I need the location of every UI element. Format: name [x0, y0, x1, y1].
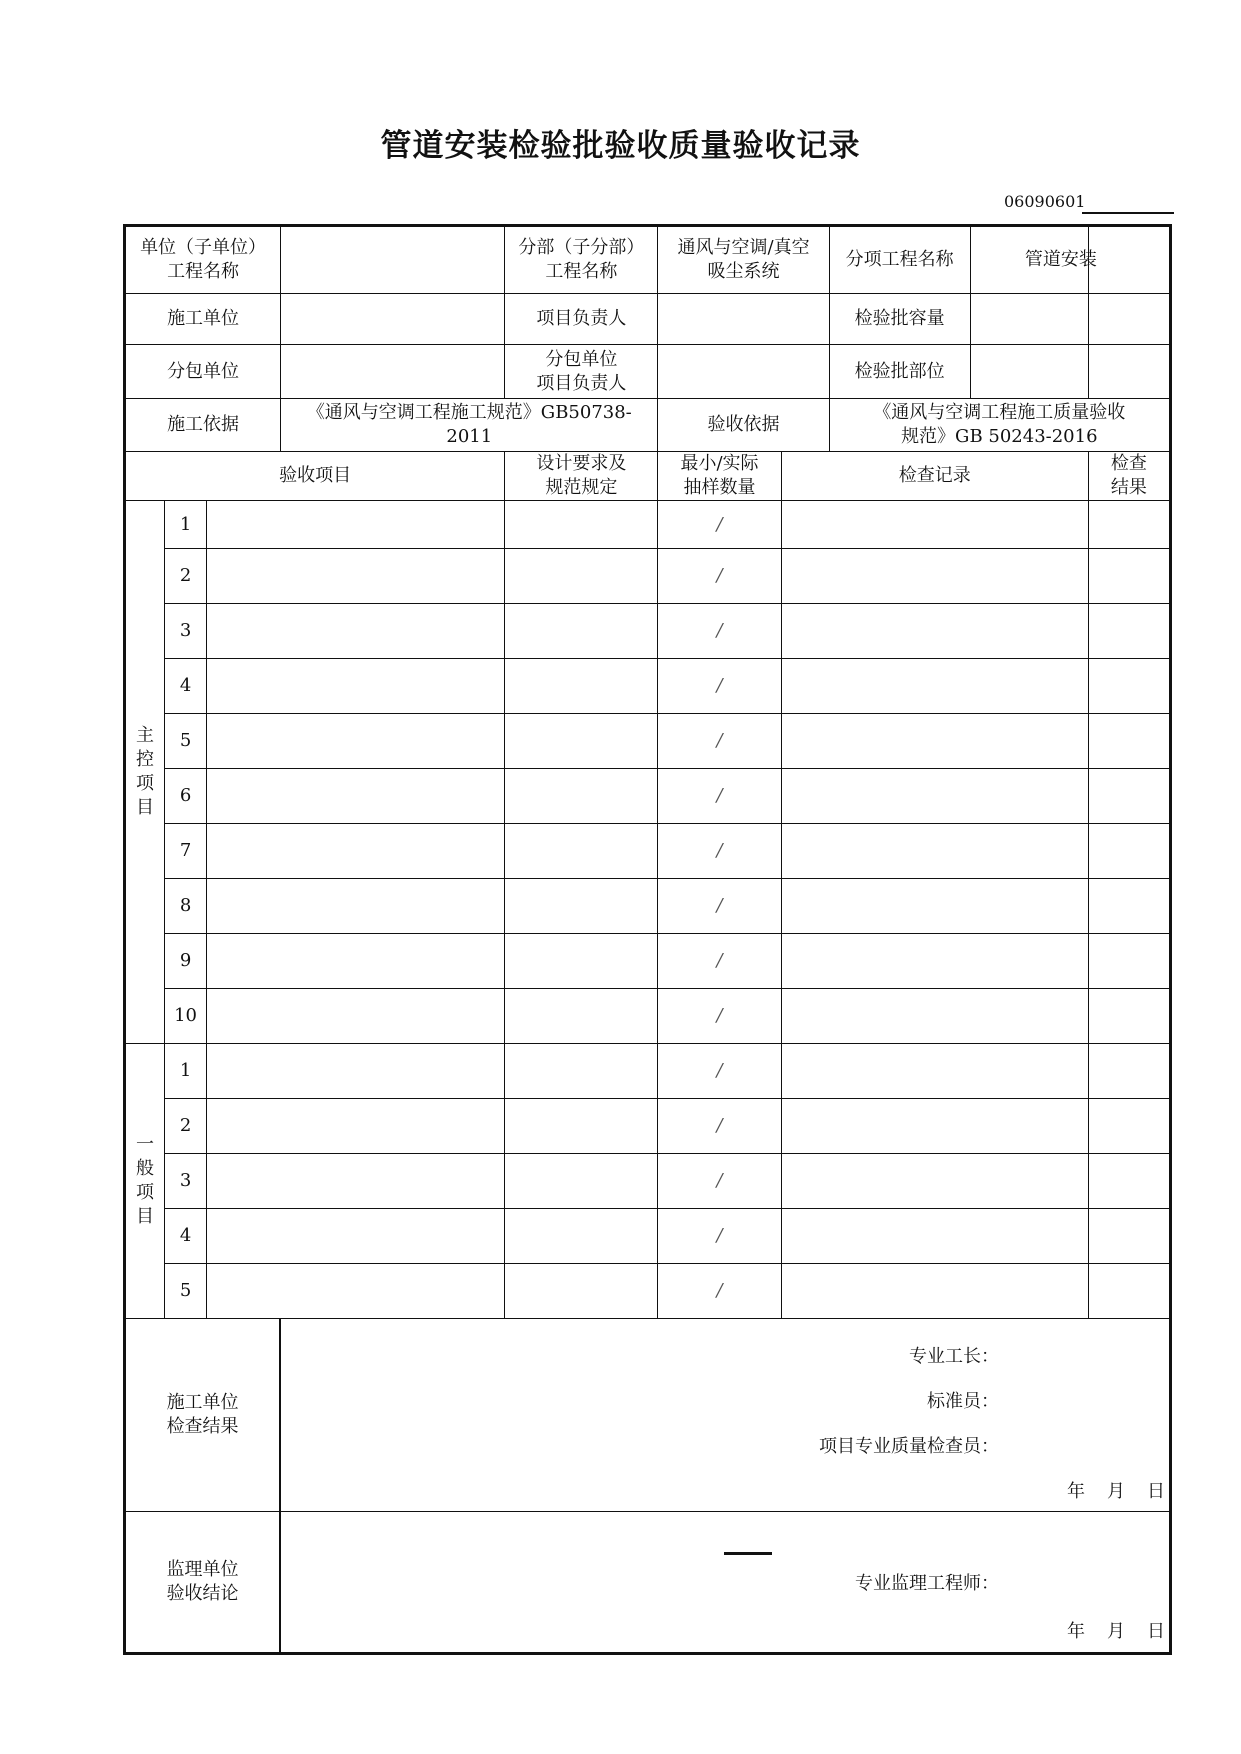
result-cell[interactable] — [1088, 1044, 1170, 1099]
table-row — [125, 1154, 1171, 1209]
sample-cell[interactable]: / — [658, 934, 781, 989]
record-cell[interactable] — [781, 1264, 1088, 1319]
table-row — [125, 879, 1171, 934]
item-cell[interactable] — [207, 604, 505, 659]
table-row — [125, 1264, 1171, 1319]
record-cell[interactable] — [781, 769, 1088, 824]
design-cell[interactable] — [505, 714, 658, 769]
record-cell[interactable] — [781, 989, 1088, 1044]
item-cell[interactable] — [207, 989, 505, 1044]
design-cell[interactable] — [505, 934, 658, 989]
record-cell[interactable] — [781, 1209, 1088, 1264]
table-row — [125, 714, 1171, 769]
row-number: 5 — [165, 714, 207, 769]
construction-date-label: 年 月 日 — [1067, 1481, 1167, 1502]
result-cell[interactable] — [1088, 659, 1170, 714]
item-cell[interactable] — [207, 824, 505, 879]
design-cell[interactable] — [505, 989, 658, 1044]
item-cell[interactable] — [207, 1044, 505, 1099]
record-cell[interactable] — [781, 659, 1088, 714]
subcontractor-value[interactable] — [281, 345, 505, 399]
header-row-constructor — [125, 294, 1171, 345]
sample-cell[interactable]: / — [658, 989, 781, 1044]
sample-cell[interactable]: / — [658, 1099, 781, 1154]
row-number: 10 — [165, 989, 207, 1044]
item-project-name-value: 管道安装 — [1024, 226, 1106, 294]
sample-cell[interactable]: / — [658, 501, 781, 549]
result-cell[interactable] — [1088, 1209, 1170, 1264]
row-number: 6 — [165, 769, 207, 824]
record-cell[interactable] — [781, 934, 1088, 989]
row-number: 3 — [165, 604, 207, 659]
batch-location-label: 检验批部位 — [830, 345, 971, 398]
dash-mark — [724, 1552, 772, 1555]
design-cell[interactable] — [505, 659, 658, 714]
table-row — [125, 769, 1171, 824]
subcontractor-label: 分包单位 — [125, 345, 281, 399]
sample-cell[interactable]: / — [658, 604, 781, 659]
quality-inspector-label: 项目专业质量检查员： — [819, 1436, 999, 1457]
result-cell[interactable] — [1088, 604, 1170, 659]
result-cell[interactable] — [1088, 824, 1170, 879]
sample-cell[interactable]: / — [658, 769, 781, 824]
record-cell[interactable] — [781, 824, 1088, 879]
form-code: 06090601 — [1004, 192, 1086, 211]
sub-project-name-label: 分部（子分部） 工程名称 — [505, 226, 658, 294]
main-control-group-label: 主 控 项 目 — [125, 501, 165, 1044]
item-cell[interactable] — [207, 1209, 505, 1264]
design-cell[interactable] — [505, 1264, 658, 1319]
project-manager-value[interactable] — [658, 294, 829, 345]
batch-capacity-value[interactable] — [971, 294, 1088, 344]
result-cell[interactable] — [1088, 1099, 1170, 1154]
project-manager-label: 项目负责人 — [505, 294, 658, 345]
record-cell[interactable] — [781, 549, 1088, 604]
record-cell[interactable] — [781, 1099, 1088, 1154]
header-row-subcontractor — [125, 345, 1171, 399]
result-cell[interactable] — [1088, 989, 1170, 1044]
supervision-row — [125, 1512, 1171, 1654]
item-cell[interactable] — [207, 1264, 505, 1319]
design-cell[interactable] — [505, 549, 658, 604]
supervision-engineer-label: 专业监理工程师： — [855, 1573, 999, 1594]
design-cell[interactable] — [505, 1099, 658, 1154]
row-number: 9 — [165, 934, 207, 989]
col-acceptance-item: 验收项目 — [125, 452, 505, 501]
result-cell[interactable] — [1088, 879, 1170, 934]
table-row — [125, 824, 1171, 879]
page-title: 管道安装检验批验收质量验收记录 — [380, 128, 861, 164]
sample-cell[interactable]: / — [658, 879, 781, 934]
header-row-project — [125, 226, 1171, 294]
sub-project-manager-label: 分包单位 项目负责人 — [505, 345, 658, 399]
design-cell[interactable] — [505, 769, 658, 824]
col-check-record: 检查记录 — [781, 452, 1088, 501]
item-cell[interactable] — [207, 769, 505, 824]
row-number: 3 — [165, 1154, 207, 1209]
sample-cell[interactable]: / — [658, 824, 781, 879]
sample-cell[interactable]: / — [658, 714, 781, 769]
col-sample-count: 最小/实际 抽样数量 — [658, 452, 781, 501]
item-cell[interactable] — [207, 714, 505, 769]
supervision-date-label: 年 月 日 — [1067, 1621, 1167, 1642]
item-cell[interactable] — [207, 879, 505, 934]
sample-cell[interactable]: / — [658, 1044, 781, 1099]
result-cell[interactable] — [1088, 501, 1170, 549]
general-group-label: 一 般 项 目 — [125, 1044, 165, 1319]
item-cell[interactable] — [207, 1099, 505, 1154]
header-row-basis — [125, 399, 1171, 452]
construction-basis-label: 施工依据 — [125, 399, 281, 452]
table-row — [125, 1209, 1171, 1264]
acceptance-basis-value: 《通风与空调工程施工质量验收 规范》GB 50243-2016 — [829, 399, 1170, 452]
record-cell[interactable] — [781, 1044, 1088, 1099]
design-cell[interactable] — [505, 1044, 658, 1099]
row-number: 2 — [165, 549, 207, 604]
table-row — [125, 989, 1171, 1044]
supervision-label: 监理单位 验收结论 — [126, 1512, 280, 1652]
supervision-content[interactable] — [281, 1512, 1171, 1654]
constructor-label: 施工单位 — [125, 294, 281, 345]
row-number: 5 — [165, 1264, 207, 1319]
code-underline — [1082, 212, 1174, 214]
foreman-label: 专业工长： — [909, 1346, 999, 1367]
batch-location-value[interactable] — [971, 345, 1088, 398]
row-number: 1 — [165, 501, 207, 549]
construction-check-content[interactable] — [281, 1319, 1171, 1512]
design-cell[interactable] — [505, 501, 658, 549]
acceptance-basis-label: 验收依据 — [658, 399, 829, 452]
row-number: 4 — [165, 1209, 207, 1264]
sample-cell[interactable]: / — [658, 1264, 781, 1319]
record-cell[interactable] — [781, 879, 1088, 934]
item-cell[interactable] — [207, 934, 505, 989]
design-cell[interactable] — [505, 879, 658, 934]
table-row — [125, 501, 1171, 549]
constructor-value[interactable] — [281, 294, 505, 345]
item-cell[interactable] — [207, 659, 505, 714]
result-cell[interactable] — [1088, 1264, 1170, 1319]
table-row — [125, 659, 1171, 714]
result-cell[interactable] — [1088, 714, 1170, 769]
item-cell[interactable] — [207, 549, 505, 604]
record-cell[interactable] — [781, 714, 1088, 769]
batch-capacity-label: 检验批容量 — [830, 294, 971, 344]
table-row — [125, 934, 1171, 989]
record-cell[interactable] — [781, 1154, 1088, 1209]
construction-check-label: 施工单位 检查结果 — [126, 1319, 280, 1511]
sample-cell[interactable]: / — [658, 659, 781, 714]
construction-basis-value: 《通风与空调工程施工规范》GB50738- 2011 — [281, 399, 658, 452]
sample-cell[interactable]: / — [658, 1209, 781, 1264]
result-cell[interactable] — [1088, 1154, 1170, 1209]
design-cell[interactable] — [505, 604, 658, 659]
sample-cell[interactable]: / — [658, 1154, 781, 1209]
row-number: 1 — [165, 1044, 207, 1099]
record-cell[interactable] — [781, 604, 1088, 659]
table-row — [125, 1099, 1171, 1154]
result-cell[interactable] — [1088, 934, 1170, 989]
table-row — [125, 1044, 1171, 1099]
item-cell[interactable] — [207, 501, 505, 549]
acceptance-form-table — [123, 224, 1172, 1655]
row-number: 7 — [165, 824, 207, 879]
item-cell[interactable] — [207, 1154, 505, 1209]
sub-project-manager-value[interactable] — [658, 345, 829, 399]
table-row — [125, 549, 1171, 604]
row-number: 2 — [165, 1099, 207, 1154]
standard-officer-label: 标准员： — [927, 1391, 999, 1412]
design-cell[interactable] — [505, 1209, 658, 1264]
result-cell[interactable] — [1088, 769, 1170, 824]
col-design-requirement: 设计要求及 规范规定 — [505, 452, 658, 501]
table-row — [125, 604, 1171, 659]
design-cell[interactable] — [505, 824, 658, 879]
sub-project-name-value: 通风与空调/真空 吸尘系统 — [658, 226, 829, 294]
sample-cell[interactable]: / — [658, 549, 781, 604]
unit-project-name-value[interactable] — [281, 226, 505, 294]
construction-check-row — [125, 1319, 1171, 1512]
record-cell[interactable] — [781, 501, 1088, 549]
result-cell[interactable] — [1088, 549, 1170, 604]
column-header-row — [125, 452, 1171, 501]
col-check-result: 检查 结果 — [1088, 452, 1170, 501]
row-number: 8 — [165, 879, 207, 934]
item-project-name-label: 分项工程名称 — [830, 227, 971, 293]
row-number: 4 — [165, 659, 207, 714]
design-cell[interactable] — [505, 1154, 658, 1209]
unit-project-name-label: 单位（子单位） 工程名称 — [125, 226, 281, 294]
